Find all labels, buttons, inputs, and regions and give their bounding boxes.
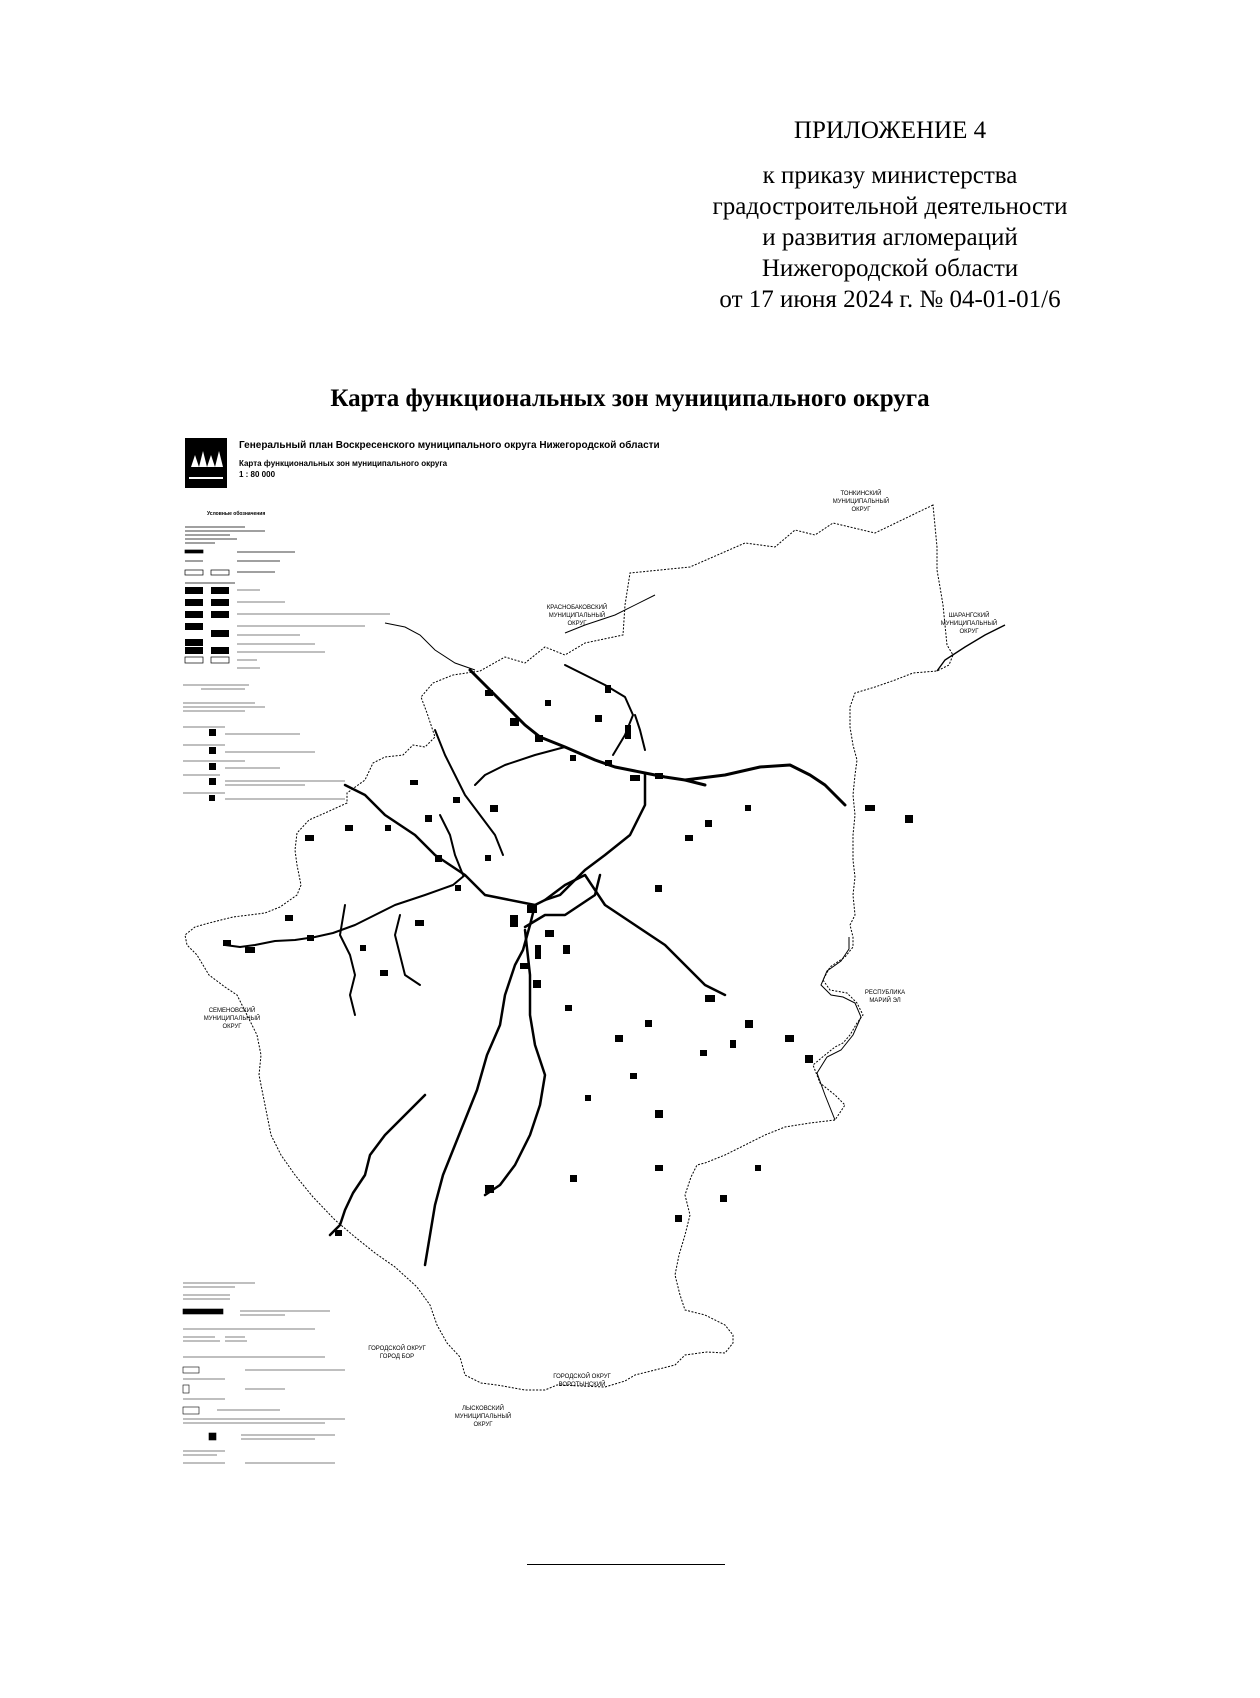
- label-sharangsky-2: МУНИЦИПАЛЬНЫЙ: [940, 621, 998, 627]
- label-tonkino-2: МУНИЦИПАЛЬНЫЙ: [832, 499, 890, 505]
- label-lyskovsky-3: ОКРУГ: [473, 1422, 493, 1428]
- label-semenovsky-3: ОКРУГ: [222, 1024, 242, 1030]
- map-name: Карта функциональных зон муниципального округа: [239, 459, 448, 468]
- bottom-rule: [527, 1564, 725, 1565]
- settlements: [223, 685, 913, 1236]
- roads: [225, 665, 845, 1265]
- annex-heading: ПРИЛОЖЕНИЕ 4: [793, 117, 987, 144]
- label-tonkino-1: ТОНКИНСКИЙ: [840, 491, 882, 497]
- label-lyskovsky-2: МУНИЦИПАЛЬНЫЙ: [454, 1414, 512, 1420]
- annex-block: [690, 115, 1090, 315]
- annex-line-4: Нижегородской области: [761, 255, 1019, 282]
- document-title: Карта функциональных зон муниципального округа: [330, 385, 930, 412]
- label-vorotynsky-1: ГОРОДСКОЙ ОКРУГ: [553, 1374, 611, 1380]
- emblem-icon: [185, 438, 227, 488]
- label-krasnobakovsky-3: ОКРУГ: [567, 621, 587, 627]
- label-bor-1: ГОРОДСКОЙ ОКРУГ: [368, 1346, 426, 1352]
- label-vorotynsky-2: ВОРОТЫНСКИЙ: [558, 1382, 606, 1388]
- label-mari-el-2: МАРИЙ ЭЛ: [869, 998, 901, 1004]
- annex-line-2: градостроительной деятельности: [712, 193, 1068, 220]
- functional-zones-map: [185, 440, 1085, 1540]
- label-tonkino-3: ОКРУГ: [851, 507, 871, 513]
- annex-line-5: от 17 июня 2024 г. № 04-01-01/6: [719, 286, 1061, 313]
- label-semenovsky-1: СЕМЕНОВСКИЙ: [208, 1008, 256, 1014]
- neighbor-labels: [204, 489, 997, 1428]
- annex-line-1: к приказу министерства: [762, 162, 1018, 189]
- legend-upper: [183, 510, 390, 801]
- map-canvas: [185, 440, 1085, 1540]
- label-mari-el-1: РЕСПУБЛИКА: [864, 990, 906, 996]
- label-lyskovsky-1: ЛЫСКОВСКИЙ: [462, 1406, 504, 1412]
- label-sharangsky-3: ОКРУГ: [959, 629, 979, 635]
- label-semenovsky-2: МУНИЦИПАЛЬНЫЙ: [203, 1016, 261, 1022]
- map-header-title: Генеральный план Воскресенского муниципального округа Нижегородской области: [239, 440, 660, 451]
- label-sharangsky-1: ШАРАНГСКИЙ: [948, 613, 990, 619]
- label-krasnobakovsky-1: КРАСНОБАКОВСКИЙ: [546, 605, 608, 611]
- annex-line-3: и развития агломераций: [762, 224, 1018, 251]
- legend-lower: [183, 1283, 345, 1463]
- label-bor-2: ГОРОД БОР: [379, 1354, 415, 1360]
- label-krasnobakovsky-2: МУНИЦИПАЛЬНЫЙ: [548, 613, 606, 619]
- map-scale: 1 : 80 000: [239, 470, 276, 479]
- legend-title: Условные обозначения: [207, 511, 266, 517]
